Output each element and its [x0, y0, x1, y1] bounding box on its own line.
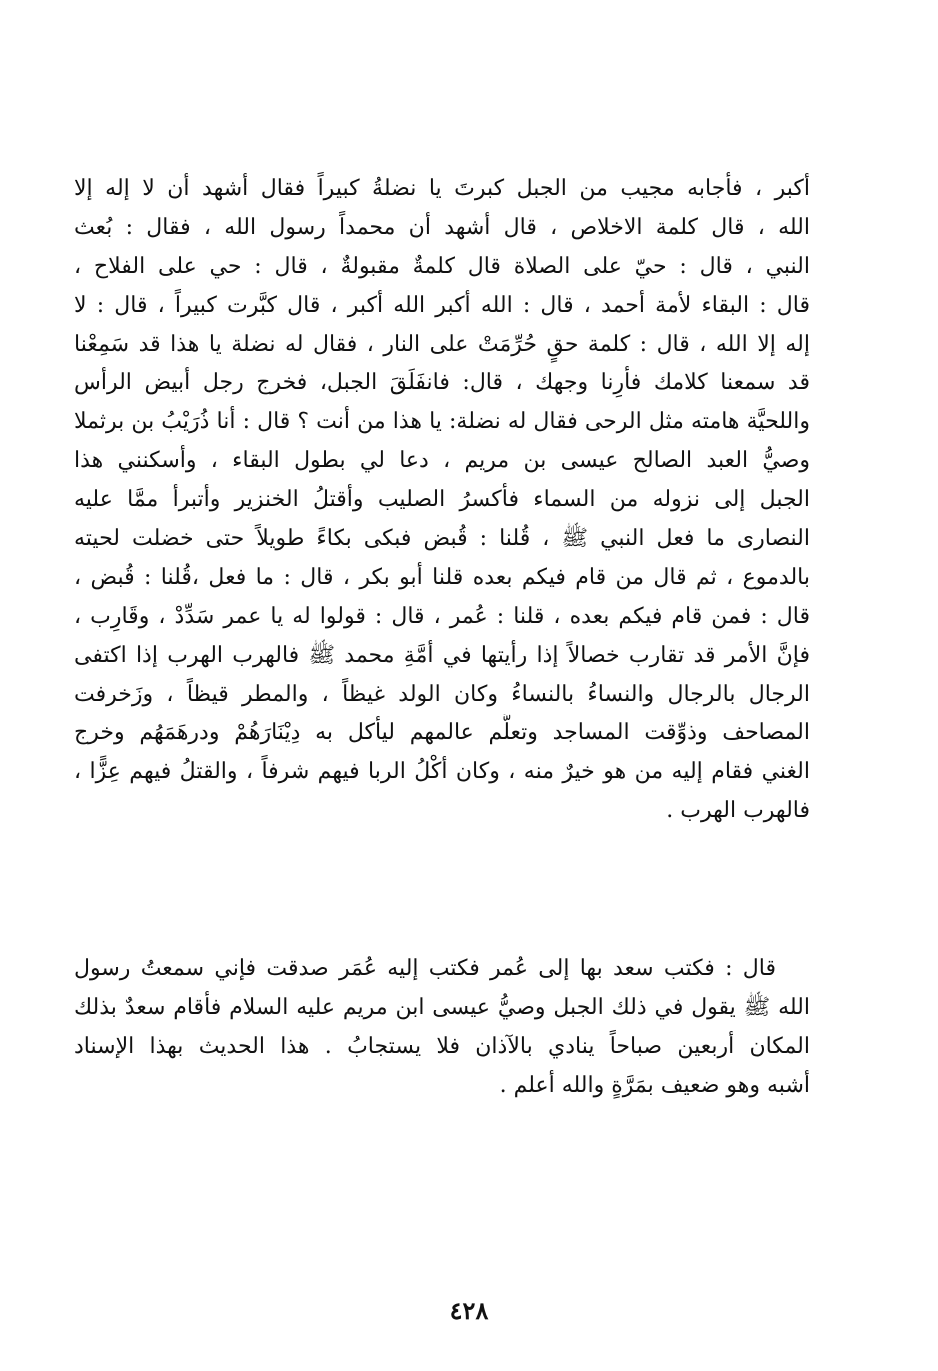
paragraph-1 — [74, 170, 810, 831]
text-line: بالدموع ، ثم قال من قام فيكم بعده قلنا أبو بكر ، قال : ما فعل ،قُلنا : قُبض ، — [74, 564, 810, 590]
page-number: ٤٢٨ — [449, 1296, 489, 1325]
text-line: أكبر ، فأجابه مجيب من الجبل كبرتَ يا نضلةُ كبيراً فقال أشهد أن لا إله إلا — [74, 176, 810, 201]
text-line: المكان أربعين صباحاً ينادي بالآذان فلا يستجابُ . هذا الحديث بهذا الإسناد — [74, 1033, 810, 1059]
text-line: المصاحف وذوِّقت المساجد وتعلَّم عالمهم ليأكل به دِيْنَارَهُمْ ودرهَمَهُم وخرج — [74, 720, 810, 746]
text-line: قال : فمن قام فيكم بعده ، قلنا : عُمر ، قال : قولوا له يا عمر سَدِّدْ ، وقَارِب ، — [74, 603, 810, 629]
text-line: الرجال بالرجال والنساءُ بالنساءُ وكان الولد غيظاً ، والمطر قيظاً ، وزَخرفت — [74, 681, 810, 707]
text-line: قد سمعنا كلامك فأرِنا وجهك ، قال: فانفَلَقَ الجبل، فخرج رجل أبيض الرأس — [74, 370, 810, 396]
text-line: النصارى ما فعل النبي ﷺ ، قُلنا : قُبض فبكى بكاءً طويلاً حتى خضلت لحيته — [74, 526, 810, 552]
text-line: الجبل إلى نزوله من السماء فأكسرُ الصليب وأقتلُ الخنزير وأتبرأ ممَّا عليه — [74, 487, 810, 513]
text-line: فإنَّ الأمر قد تقارب خصالاً إذا رأيتها في أمَّةِ محمد ﷺ فالهرب الهرب إذا اكتفى — [74, 642, 810, 668]
text-line: النبي ، قال : حيّ على الصلاة قال كلمةٌ مقبولةٌ ، قال : حي على الفلاح ، — [74, 253, 810, 279]
text-line: وصيُّ العبد الصالح عيسى بن مريم ، دعا لي بطول البقاء ، وأسكنني هذا — [74, 448, 810, 474]
paragraph-2 — [74, 950, 810, 1106]
text-line: قال : البقاء لأمة أحمد ، قال : الله أكبر الله أكبر ، قال كبَّرت كبيراً ، قال : لا — [74, 292, 810, 318]
text-line: واللحيَّة هامته مثل الرحى فقال له نضلة: يا هذا من أنت ؟ قال : أنا ذُرَيْبُ بن برثملا — [74, 409, 810, 435]
text-line: الله ﷺ يقول في ذلك الجبل وصيُّ عيسى ابن مريم عليه السلام فأقام سعدٌ بذلك — [74, 994, 810, 1020]
text-line: قال : فكتب سعد بها إلى عُمر فكتب إليه عُمَر صدقت فإني سمعتُ رسول — [74, 956, 776, 981]
text-line: الله ، قال كلمة الاخلاص ، قال أشهد أن محمداً رسول الله ، فقال : بُعث — [74, 214, 810, 240]
text-line: إله إلا الله ، قال : كلمة حقٍ حُرِّمَتْ على النار ، فقال له نضلة يا هذا قد سَمِعْنا — [74, 331, 810, 357]
text-line: الغني فقام إليه من هو خيرٌ منه ، وكان أكْلُ الربا فيهم شرفاً ، والقتلُ فيهم عِزًّا ، — [74, 759, 810, 785]
text-line: فالهرب الهرب . — [666, 798, 810, 824]
text-line: أشبه وهو ضعيف بمَرَّةٍ والله أعلم . — [499, 1072, 810, 1098]
